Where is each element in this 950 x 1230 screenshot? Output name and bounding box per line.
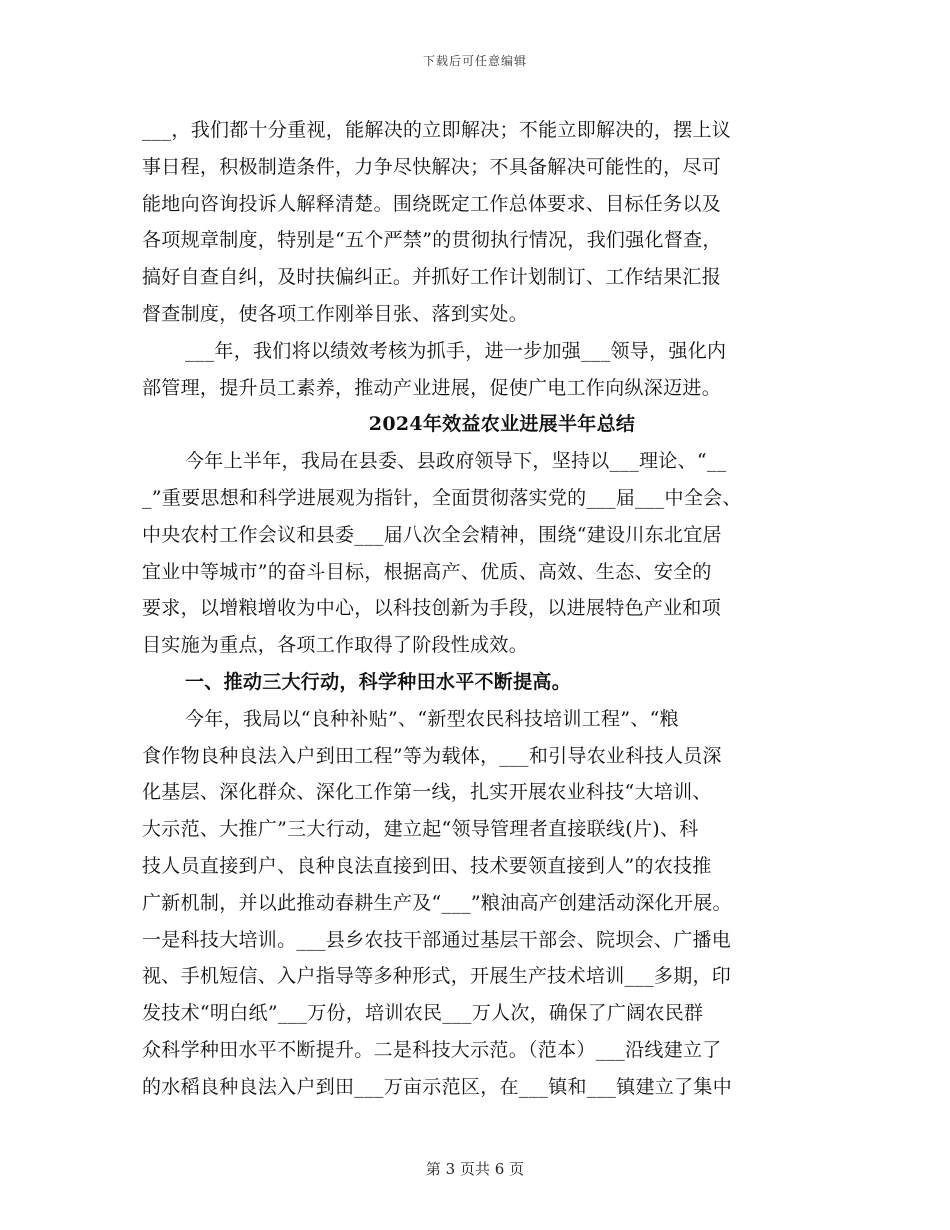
body-line: ___，我们都十分重视，能解决的立即解决；不能立即解决的，摆上议 (142, 119, 732, 141)
body-line: 技人员直接到户、良种良法直接到田、技术要领直接到人”的农技推 (142, 854, 712, 877)
body-line: 一是科技大培训。___县乡农技干部通过基层干部会、院坝会、广播电 (142, 928, 732, 951)
body-line: 大示范、大推广”三大行动，建立起“领导管理者直接联线(片)、科 (142, 818, 699, 841)
body-line: 能地向咨询投诉人解释清楚。围绕既定工作总体要求、目标任务以及 (142, 192, 722, 215)
page-number-footer: 第 3 页共 6 页 (425, 1160, 525, 1178)
body-line: 宜业中等城市”的奋斗目标，根据高产、优质、高效、生态、安全的 (142, 560, 712, 583)
body-line: 中央农村工作会议和县委___届八次全会精神，围绕“建设川东北宜居 (142, 523, 722, 546)
subsection-heading: 一、推动三大行动，科学种田水平不断提高。 (185, 670, 572, 693)
section-title: 2024年效益农业进展半年总结 (368, 413, 636, 436)
document-body (142, 112, 822, 1106)
body-line: _”重要思想和科学进展观为指针，全面贯彻落实党的___届___中全会、 (142, 486, 742, 509)
body-line: 化基层、深化群众、深化工作第一线，扎实开展农业科技“大培训、 (142, 781, 712, 804)
body-line: 搞好自查自纠，及时扶偏纠正。并抓好工作计划制订、工作结果汇报 (142, 266, 722, 289)
header-note: 下载后可任意编辑 (422, 54, 527, 68)
body-line: 视、手机短信、入户指导等多种形式，开展生产技术培训___多期，印 (142, 965, 732, 988)
body-line: 目实施为重点，各项工作取得了阶段性成效。 (142, 634, 529, 657)
body-line: 要求，以增粮增收为中心，以科技创新为手段，以进展特色产业和项 (142, 597, 722, 620)
paragraph-start-line: ___年，我们将以绩效考核为抓手，进一步加强___领导，强化内 (185, 339, 727, 362)
body-line: 督查制度，使各项工作刚举目张、落到实处。 (142, 302, 529, 325)
body-line: 各项规章制度，特别是“五个严禁”的贯彻执行情况，我们强化督查， (142, 229, 722, 252)
paragraph-start-line: 今年上半年，我局在县委、县政府领导下，坚持以___理论、“__ (185, 450, 727, 473)
body-line: 众科学种田水平不断提升。二是科技大示范。（范本）___沿线建立了 (142, 1038, 722, 1061)
body-line: 部管理，提升员工素养，推动产业进展，促使广电工作向纵深迈进。 (142, 376, 722, 399)
body-line: 发技术“明白纸”___万份，培训农民___万人次，确保了广阔农民群 (142, 1002, 704, 1025)
body-line: 食作物良种良法入户到田工程”等为载体，___和引导农业科技人员深 (142, 744, 722, 767)
body-line: 事日程，积极制造条件，力争尽快解决；不具备解决可能性的，尽可 (142, 155, 722, 178)
body-line: 的水稻良种良法入户到田___万亩示范区，在___镇和___镇建立了集中 (142, 1075, 733, 1098)
paragraph-start-line: 今年，我局以“良种补贴”、“新型农民科技培训工程”、“粮 (185, 707, 679, 730)
body-line: 广新机制，并以此推动春耕生产及“___”粮油高产创建活动深化开展。 (142, 891, 732, 914)
